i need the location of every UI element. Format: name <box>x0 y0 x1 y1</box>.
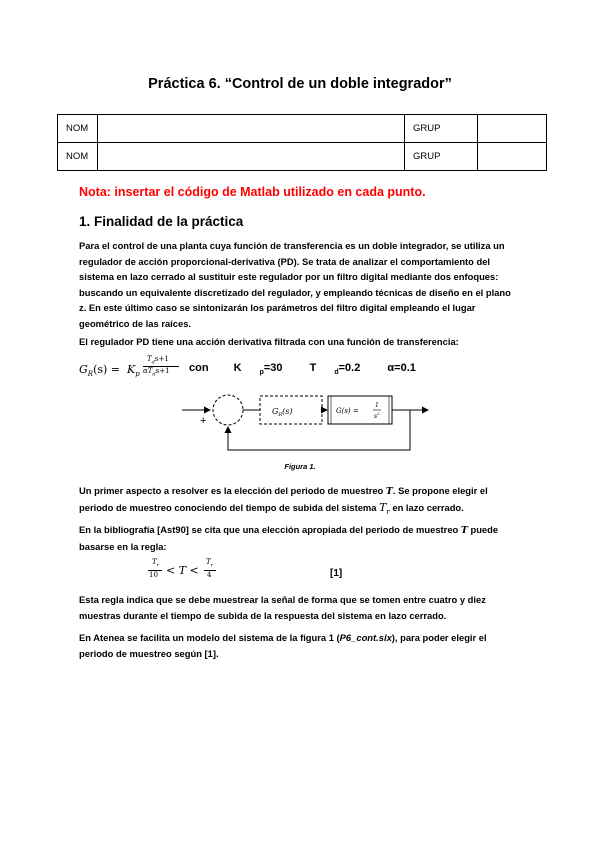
intro-line: regulador de acción proporcional-derivativa (PD). Se trata de analizar el comportamiento del <box>79 255 491 267</box>
sampling-line-1: Un primer aspecto a resolver es la elección del periodo de muestreo T. Se propone elegir el <box>79 485 488 497</box>
nom-field[interactable] <box>98 115 405 143</box>
intro-line: buscando un equivalente discretizado del regulador, y empleando técnicas de diseño en el plano <box>79 286 511 298</box>
rule-explanation-paragraph <box>79 592 527 623</box>
atenea-line-2: periodo de muestreo según [1]. <box>79 647 219 659</box>
grup-label: GRUP <box>405 115 478 143</box>
gr-label: $G_R(s)$ <box>272 407 293 418</box>
pd-transfer-function <box>79 357 189 385</box>
rule-right-numerator: $T_r$ <box>206 558 214 569</box>
nom-field[interactable] <box>98 143 405 171</box>
section-heading: 1. Finalidad de la práctica <box>79 214 244 229</box>
grup-field[interactable] <box>478 115 547 143</box>
pd-paragraph: El regulador PD tiene una acción derivativa filtrada con una función de transferencia: <box>79 336 459 347</box>
block-diagram <box>170 390 440 458</box>
bibliography-line-2: basarse en la regla: <box>79 540 167 552</box>
nom-label: NOM <box>58 143 98 171</box>
rule-left-numerator: $T_r$ <box>152 558 160 569</box>
matlab-note: Nota: insertar el código de Matlab utilizado en cada punto. <box>79 185 426 199</box>
rule-reference: [1] <box>330 568 343 579</box>
intro-paragraph <box>79 238 527 331</box>
formula-gain: $K_p$ <box>127 363 140 379</box>
nom-label: NOM <box>58 115 98 143</box>
atenea-line-1: En Atenea se facilita un modelo del sistema de la figura 1 (P6_cont.slx), para poder elegir el <box>79 632 487 643</box>
intro-line: sistema en lazo cerrado al sustituir este regulador por un filtro digital mediante dos enfoques: <box>79 271 499 282</box>
rule-middle: < T < <box>166 564 199 577</box>
page-title: Práctica 6. “Control de un doble integrador” <box>148 76 452 92</box>
plant-denominator: $s^2$ <box>374 411 380 420</box>
con-word: con <box>189 362 209 374</box>
rule-right-denominator: 4 <box>207 571 212 579</box>
grup-label: GRUP <box>405 143 478 171</box>
grup-field[interactable] <box>478 143 547 171</box>
sampling-rule <box>148 558 228 588</box>
sampling-line-2: periodo de muestreo conociendo del tiempo de subida del sistema $T_r$ en lazo cerrado. <box>79 500 464 516</box>
plus-sign: + <box>200 415 207 427</box>
param-td: T $_d$=0.2 <box>309 362 361 377</box>
form-row-1 <box>58 115 547 143</box>
sampling-paragraph <box>79 483 527 520</box>
form-row-2 <box>58 143 547 171</box>
pd-parameters <box>189 362 434 376</box>
model-file-name: P6_cont.slx <box>339 632 392 643</box>
figure-caption: Figura 1. <box>284 462 316 471</box>
rule-left-denominator: 10 <box>149 571 158 579</box>
name-group-form <box>57 114 547 171</box>
bibliography-line-1: En la bibliografía [Ast90] se cita que una elección apropiada del periodo de muestreo T puede <box>79 524 499 536</box>
summing-junction <box>213 395 243 425</box>
feedback-path <box>228 410 410 450</box>
param-alpha: α=0.1 <box>387 362 416 374</box>
bibliography-paragraph <box>79 522 527 554</box>
rule-explanation-line: Esta regla indica que se debe muestrear la señal de forma que se tomen entre cuatro y diez <box>79 594 486 605</box>
plant-numerator: 1 <box>375 402 379 409</box>
intro-line: z. En este último caso se sintonizarán los parámetros del filtro digital empleando el lugar <box>79 302 476 313</box>
param-kp: K $_p$=30 <box>233 362 283 377</box>
plant-label: G(s) = <box>336 407 359 415</box>
intro-line: Para el control de una planta cuya función de transferencia es un doble integrador, se utiliza un <box>79 240 505 251</box>
atenea-paragraph <box>79 630 527 661</box>
intro-line: geométrico de las raíces. <box>79 317 192 329</box>
formula-numerator: $T_ds+1$ <box>147 355 169 366</box>
formula-lhs: $G_R(s)$ = <box>79 363 121 379</box>
rule-explanation-line: muestras durante el tiempo de subida de la respuesta del sistema en lazo cerrado. <box>79 609 447 621</box>
formula-denominator: $\alpha T_ds+1$ <box>143 367 170 378</box>
